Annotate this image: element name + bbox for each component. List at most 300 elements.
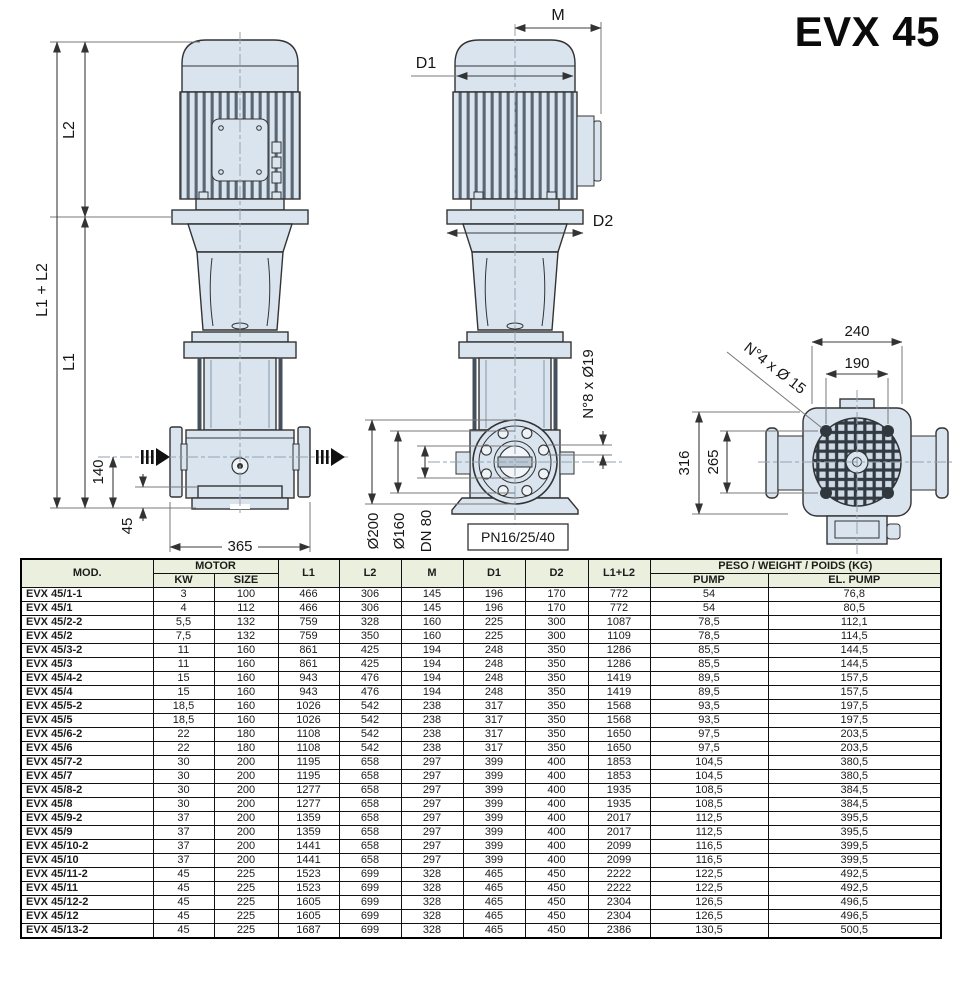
value-cell: 1853 bbox=[588, 756, 650, 770]
value-cell: 238 bbox=[401, 728, 463, 742]
value-cell: 2099 bbox=[588, 854, 650, 868]
value-cell: 1026 bbox=[278, 700, 339, 714]
value-cell: 772 bbox=[588, 602, 650, 616]
value-cell: 160 bbox=[214, 644, 278, 658]
value-cell: 542 bbox=[339, 742, 401, 756]
value-cell: 297 bbox=[401, 770, 463, 784]
value-cell: 4 bbox=[153, 602, 214, 616]
model-cell: EVX 45/12 bbox=[21, 910, 153, 924]
table-row bbox=[21, 896, 941, 910]
model-cell: EVX 45/7-2 bbox=[21, 756, 153, 770]
dim-label-265: 265 bbox=[705, 449, 722, 475]
value-cell: 465 bbox=[463, 896, 525, 910]
value-cell: 1441 bbox=[278, 854, 339, 868]
model-cell: EVX 45/2 bbox=[21, 630, 153, 644]
value-cell: 399 bbox=[463, 798, 525, 812]
value-cell: 300 bbox=[525, 616, 588, 630]
dim-label-dn80: DN 80 bbox=[418, 509, 435, 553]
value-cell: 160 bbox=[401, 630, 463, 644]
value-cell: 658 bbox=[339, 854, 401, 868]
value-cell: 328 bbox=[401, 924, 463, 939]
value-cell: 384,5 bbox=[768, 784, 941, 798]
value-cell: 126,5 bbox=[650, 896, 768, 910]
value-cell: 399,5 bbox=[768, 854, 941, 868]
value-cell: 759 bbox=[278, 630, 339, 644]
value-cell: 2304 bbox=[588, 910, 650, 924]
value-cell: 196 bbox=[463, 588, 525, 602]
value-cell: 112,5 bbox=[650, 812, 768, 826]
value-cell: 317 bbox=[463, 700, 525, 714]
model-cell: EVX 45/12-2 bbox=[21, 896, 153, 910]
value-cell: 37 bbox=[153, 840, 214, 854]
model-cell: EVX 45/7 bbox=[21, 770, 153, 784]
value-cell: 145 bbox=[401, 602, 463, 616]
value-cell: 297 bbox=[401, 756, 463, 770]
model-cell: EVX 45/11 bbox=[21, 882, 153, 896]
value-cell: 76,8 bbox=[768, 588, 941, 602]
value-cell: 196 bbox=[463, 602, 525, 616]
value-cell: 225 bbox=[214, 896, 278, 910]
value-cell: 395,5 bbox=[768, 826, 941, 840]
value-cell: 699 bbox=[339, 896, 401, 910]
value-cell: 1650 bbox=[588, 742, 650, 756]
value-cell: 104,5 bbox=[650, 756, 768, 770]
value-cell: 170 bbox=[525, 588, 588, 602]
col-header-d2: D2 bbox=[525, 559, 588, 588]
value-cell: 157,5 bbox=[768, 686, 941, 700]
table-row bbox=[21, 714, 941, 728]
value-cell: 425 bbox=[339, 644, 401, 658]
value-cell: 1935 bbox=[588, 798, 650, 812]
dim-label-316: 316 bbox=[676, 450, 693, 476]
model-cell: EVX 45/9-2 bbox=[21, 812, 153, 826]
value-cell: 160 bbox=[214, 714, 278, 728]
value-cell: 122,5 bbox=[650, 882, 768, 896]
value-cell: 1195 bbox=[278, 770, 339, 784]
value-cell: 1523 bbox=[278, 882, 339, 896]
value-cell: 350 bbox=[525, 728, 588, 742]
dim-label-d1: D1 bbox=[415, 55, 437, 72]
value-cell: 30 bbox=[153, 756, 214, 770]
table-row bbox=[21, 854, 941, 868]
side-view-drawing bbox=[365, 7, 622, 552]
value-cell: 1419 bbox=[588, 672, 650, 686]
value-cell: 45 bbox=[153, 910, 214, 924]
value-cell: 5,5 bbox=[153, 616, 214, 630]
model-cell: EVX 45/11-2 bbox=[21, 868, 153, 882]
value-cell: 542 bbox=[339, 700, 401, 714]
value-cell: 197,5 bbox=[768, 700, 941, 714]
front-view-drawing bbox=[34, 32, 348, 555]
table-row bbox=[21, 672, 941, 686]
value-cell: 225 bbox=[463, 616, 525, 630]
value-cell: 400 bbox=[525, 798, 588, 812]
value-cell: 328 bbox=[401, 882, 463, 896]
value-cell: 160 bbox=[401, 616, 463, 630]
value-cell: 861 bbox=[278, 644, 339, 658]
value-cell: 450 bbox=[525, 896, 588, 910]
model-cell: EVX 45/4-2 bbox=[21, 672, 153, 686]
value-cell: 450 bbox=[525, 882, 588, 896]
value-cell: 380,5 bbox=[768, 756, 941, 770]
value-cell: 144,5 bbox=[768, 658, 941, 672]
value-cell: 1650 bbox=[588, 728, 650, 742]
value-cell: 22 bbox=[153, 742, 214, 756]
value-cell: 2222 bbox=[588, 868, 650, 882]
value-cell: 699 bbox=[339, 910, 401, 924]
value-cell: 450 bbox=[525, 910, 588, 924]
value-cell: 699 bbox=[339, 868, 401, 882]
table-row bbox=[21, 910, 941, 924]
value-cell: 78,5 bbox=[650, 630, 768, 644]
value-cell: 144,5 bbox=[768, 644, 941, 658]
table-header bbox=[21, 559, 941, 588]
value-cell: 476 bbox=[339, 672, 401, 686]
col-header-kw: KW bbox=[153, 574, 214, 588]
value-cell: 200 bbox=[214, 854, 278, 868]
value-cell: 200 bbox=[214, 770, 278, 784]
value-cell: 492,5 bbox=[768, 882, 941, 896]
table-row bbox=[21, 728, 941, 742]
value-cell: 1605 bbox=[278, 910, 339, 924]
table-row bbox=[21, 812, 941, 826]
table-row bbox=[21, 868, 941, 882]
value-cell: 122,5 bbox=[650, 868, 768, 882]
value-cell: 238 bbox=[401, 742, 463, 756]
value-cell: 943 bbox=[278, 672, 339, 686]
value-cell: 658 bbox=[339, 812, 401, 826]
value-cell: 132 bbox=[214, 630, 278, 644]
value-cell: 89,5 bbox=[650, 686, 768, 700]
value-cell: 238 bbox=[401, 714, 463, 728]
value-cell: 465 bbox=[463, 868, 525, 882]
col-header-l2: L2 bbox=[339, 559, 401, 588]
table-row bbox=[21, 602, 941, 616]
table-row bbox=[21, 798, 941, 812]
value-cell: 450 bbox=[525, 924, 588, 939]
value-cell: 1568 bbox=[588, 700, 650, 714]
dim-label-l1-plus-l2: L1 + L2 bbox=[34, 263, 51, 317]
value-cell: 100 bbox=[214, 588, 278, 602]
table-row bbox=[21, 756, 941, 770]
value-cell: 306 bbox=[339, 588, 401, 602]
value-cell: 97,5 bbox=[650, 728, 768, 742]
value-cell: 399 bbox=[463, 770, 525, 784]
value-cell: 130,5 bbox=[650, 924, 768, 939]
model-cell: EVX 45/3-2 bbox=[21, 644, 153, 658]
value-cell: 37 bbox=[153, 812, 214, 826]
value-cell: 328 bbox=[401, 868, 463, 882]
value-cell: 225 bbox=[214, 924, 278, 939]
table-row bbox=[21, 742, 941, 756]
value-cell: 1286 bbox=[588, 658, 650, 672]
value-cell: 943 bbox=[278, 686, 339, 700]
value-cell: 93,5 bbox=[650, 714, 768, 728]
value-cell: 492,5 bbox=[768, 868, 941, 882]
value-cell: 1359 bbox=[278, 812, 339, 826]
value-cell: 112,5 bbox=[650, 826, 768, 840]
value-cell: 104,5 bbox=[650, 770, 768, 784]
value-cell: 180 bbox=[214, 742, 278, 756]
value-cell: 116,5 bbox=[650, 840, 768, 854]
value-cell: 2017 bbox=[588, 826, 650, 840]
dim-label-diam-200: Ø200 bbox=[365, 512, 382, 550]
value-cell: 466 bbox=[278, 588, 339, 602]
value-cell: 400 bbox=[525, 826, 588, 840]
value-cell: 297 bbox=[401, 812, 463, 826]
col-header-m: M bbox=[401, 559, 463, 588]
value-cell: 297 bbox=[401, 784, 463, 798]
value-cell: 350 bbox=[525, 644, 588, 658]
model-cell: EVX 45/1-1 bbox=[21, 588, 153, 602]
value-cell: 112 bbox=[214, 602, 278, 616]
value-cell: 114,5 bbox=[768, 630, 941, 644]
value-cell: 399,5 bbox=[768, 840, 941, 854]
value-cell: 350 bbox=[525, 700, 588, 714]
table-row bbox=[21, 924, 941, 939]
col-header-l1: L1 bbox=[278, 559, 339, 588]
value-cell: 108,5 bbox=[650, 784, 768, 798]
value-cell: 350 bbox=[525, 672, 588, 686]
value-cell: 194 bbox=[401, 672, 463, 686]
value-cell: 317 bbox=[463, 742, 525, 756]
value-cell: 225 bbox=[463, 630, 525, 644]
value-cell: 465 bbox=[463, 924, 525, 939]
value-cell: 350 bbox=[525, 686, 588, 700]
table-row bbox=[21, 826, 941, 840]
value-cell: 400 bbox=[525, 854, 588, 868]
dimensions-table bbox=[20, 558, 942, 939]
model-cell: EVX 45/5-2 bbox=[21, 700, 153, 714]
value-cell: 350 bbox=[525, 742, 588, 756]
value-cell: 45 bbox=[153, 882, 214, 896]
value-cell: 297 bbox=[401, 826, 463, 840]
value-cell: 297 bbox=[401, 798, 463, 812]
value-cell: 399 bbox=[463, 784, 525, 798]
table-body bbox=[21, 588, 941, 939]
value-cell: 2017 bbox=[588, 812, 650, 826]
table-row bbox=[21, 686, 941, 700]
value-cell: 699 bbox=[339, 882, 401, 896]
value-cell: 328 bbox=[339, 616, 401, 630]
value-cell: 400 bbox=[525, 770, 588, 784]
dim-label-45: 45 bbox=[119, 517, 136, 535]
value-cell: 225 bbox=[214, 868, 278, 882]
model-cell: EVX 45/6-2 bbox=[21, 728, 153, 742]
value-cell: 476 bbox=[339, 686, 401, 700]
value-cell: 238 bbox=[401, 700, 463, 714]
value-cell: 200 bbox=[214, 812, 278, 826]
table-row bbox=[21, 700, 941, 714]
value-cell: 658 bbox=[339, 770, 401, 784]
value-cell: 200 bbox=[214, 840, 278, 854]
model-cell: EVX 45/8-2 bbox=[21, 784, 153, 798]
dim-label-140: 140 bbox=[90, 459, 107, 485]
value-cell: 317 bbox=[463, 728, 525, 742]
value-cell: 300 bbox=[525, 630, 588, 644]
value-cell: 157,5 bbox=[768, 672, 941, 686]
pn-rating-label: PN16/25/40 bbox=[481, 529, 555, 545]
value-cell: 759 bbox=[278, 616, 339, 630]
model-cell: EVX 45/2-2 bbox=[21, 616, 153, 630]
dim-label-l1: L1 bbox=[61, 353, 78, 371]
table-row bbox=[21, 784, 941, 798]
value-cell: 1935 bbox=[588, 784, 650, 798]
value-cell: 1286 bbox=[588, 644, 650, 658]
value-cell: 3 bbox=[153, 588, 214, 602]
model-cell: EVX 45/10 bbox=[21, 854, 153, 868]
table-row bbox=[21, 644, 941, 658]
value-cell: 18,5 bbox=[153, 700, 214, 714]
value-cell: 248 bbox=[463, 644, 525, 658]
value-cell: 45 bbox=[153, 896, 214, 910]
col-header-size: SIZE bbox=[214, 574, 278, 588]
value-cell: 11 bbox=[153, 644, 214, 658]
value-cell: 18,5 bbox=[153, 714, 214, 728]
value-cell: 1853 bbox=[588, 770, 650, 784]
value-cell: 658 bbox=[339, 756, 401, 770]
value-cell: 200 bbox=[214, 826, 278, 840]
value-cell: 1108 bbox=[278, 742, 339, 756]
value-cell: 1441 bbox=[278, 840, 339, 854]
col-header-el-pump: EL. PUMP bbox=[768, 574, 941, 588]
model-cell: EVX 45/1 bbox=[21, 602, 153, 616]
value-cell: 861 bbox=[278, 658, 339, 672]
value-cell: 132 bbox=[214, 616, 278, 630]
value-cell: 126,5 bbox=[650, 910, 768, 924]
value-cell: 400 bbox=[525, 812, 588, 826]
value-cell: 399 bbox=[463, 826, 525, 840]
dim-label-190: 190 bbox=[844, 355, 870, 372]
model-cell: EVX 45/3 bbox=[21, 658, 153, 672]
value-cell: 194 bbox=[401, 686, 463, 700]
value-cell: 89,5 bbox=[650, 672, 768, 686]
value-cell: 200 bbox=[214, 798, 278, 812]
value-cell: 1277 bbox=[278, 784, 339, 798]
table-row bbox=[21, 882, 941, 896]
value-cell: 85,5 bbox=[650, 644, 768, 658]
value-cell: 658 bbox=[339, 784, 401, 798]
page-title: EVX 45 bbox=[794, 8, 940, 55]
value-cell: 1359 bbox=[278, 826, 339, 840]
dim-label-m: M bbox=[551, 7, 565, 24]
value-cell: 2386 bbox=[588, 924, 650, 939]
value-cell: 1108 bbox=[278, 728, 339, 742]
value-cell: 328 bbox=[401, 910, 463, 924]
value-cell: 1277 bbox=[278, 798, 339, 812]
value-cell: 2099 bbox=[588, 840, 650, 854]
value-cell: 399 bbox=[463, 756, 525, 770]
model-cell: EVX 45/5 bbox=[21, 714, 153, 728]
value-cell: 450 bbox=[525, 868, 588, 882]
value-cell: 80,5 bbox=[768, 602, 941, 616]
value-cell: 97,5 bbox=[650, 742, 768, 756]
model-cell: EVX 45/10-2 bbox=[21, 840, 153, 854]
value-cell: 400 bbox=[525, 784, 588, 798]
model-cell: EVX 45/9 bbox=[21, 826, 153, 840]
value-cell: 399 bbox=[463, 840, 525, 854]
value-cell: 1109 bbox=[588, 630, 650, 644]
dim-label-diam-160: Ø160 bbox=[391, 512, 408, 550]
model-cell: EVX 45/6 bbox=[21, 742, 153, 756]
value-cell: 225 bbox=[214, 882, 278, 896]
col-header-mod: MOD. bbox=[21, 559, 153, 588]
value-cell: 1419 bbox=[588, 686, 650, 700]
value-cell: 203,5 bbox=[768, 728, 941, 742]
value-cell: 542 bbox=[339, 714, 401, 728]
value-cell: 1568 bbox=[588, 714, 650, 728]
value-cell: 1605 bbox=[278, 896, 339, 910]
value-cell: 306 bbox=[339, 602, 401, 616]
table-row bbox=[21, 840, 941, 854]
col-header-pump: PUMP bbox=[650, 574, 768, 588]
value-cell: 1087 bbox=[588, 616, 650, 630]
value-cell: 203,5 bbox=[768, 742, 941, 756]
value-cell: 400 bbox=[525, 756, 588, 770]
value-cell: 400 bbox=[525, 840, 588, 854]
value-cell: 248 bbox=[463, 658, 525, 672]
value-cell: 93,5 bbox=[650, 700, 768, 714]
value-cell: 112,1 bbox=[768, 616, 941, 630]
value-cell: 145 bbox=[401, 588, 463, 602]
value-cell: 54 bbox=[650, 588, 768, 602]
col-header-d1: D1 bbox=[463, 559, 525, 588]
value-cell: 160 bbox=[214, 658, 278, 672]
col-header-weight: PESO / WEIGHT / POIDS (KG) bbox=[650, 559, 941, 574]
value-cell: 465 bbox=[463, 882, 525, 896]
value-cell: 1026 bbox=[278, 714, 339, 728]
value-cell: 658 bbox=[339, 826, 401, 840]
table-row bbox=[21, 630, 941, 644]
value-cell: 1195 bbox=[278, 756, 339, 770]
model-cell: EVX 45/8 bbox=[21, 798, 153, 812]
value-cell: 542 bbox=[339, 728, 401, 742]
value-cell: 399 bbox=[463, 812, 525, 826]
value-cell: 350 bbox=[525, 658, 588, 672]
model-cell: EVX 45/13-2 bbox=[21, 924, 153, 939]
value-cell: 425 bbox=[339, 658, 401, 672]
value-cell: 496,5 bbox=[768, 910, 941, 924]
value-cell: 380,5 bbox=[768, 770, 941, 784]
value-cell: 1523 bbox=[278, 868, 339, 882]
value-cell: 350 bbox=[525, 714, 588, 728]
table-row bbox=[21, 770, 941, 784]
value-cell: 384,5 bbox=[768, 798, 941, 812]
value-cell: 500,5 bbox=[768, 924, 941, 939]
value-cell: 2222 bbox=[588, 882, 650, 896]
value-cell: 37 bbox=[153, 826, 214, 840]
value-cell: 248 bbox=[463, 686, 525, 700]
value-cell: 772 bbox=[588, 588, 650, 602]
value-cell: 160 bbox=[214, 686, 278, 700]
value-cell: 160 bbox=[214, 672, 278, 686]
top-view-drawing bbox=[676, 323, 952, 554]
col-header-motor: MOTOR bbox=[153, 559, 278, 574]
value-cell: 317 bbox=[463, 714, 525, 728]
value-cell: 350 bbox=[339, 630, 401, 644]
value-cell: 37 bbox=[153, 854, 214, 868]
dim-label-l2: L2 bbox=[61, 121, 78, 139]
col-header-l1l2: L1+L2 bbox=[588, 559, 650, 588]
value-cell: 22 bbox=[153, 728, 214, 742]
dim-label-n4-holes: N°4 x Ø 15 bbox=[740, 339, 809, 398]
value-cell: 15 bbox=[153, 686, 214, 700]
value-cell: 194 bbox=[401, 658, 463, 672]
model-cell: EVX 45/4 bbox=[21, 686, 153, 700]
value-cell: 7,5 bbox=[153, 630, 214, 644]
value-cell: 200 bbox=[214, 784, 278, 798]
dim-label-365: 365 bbox=[227, 538, 253, 555]
